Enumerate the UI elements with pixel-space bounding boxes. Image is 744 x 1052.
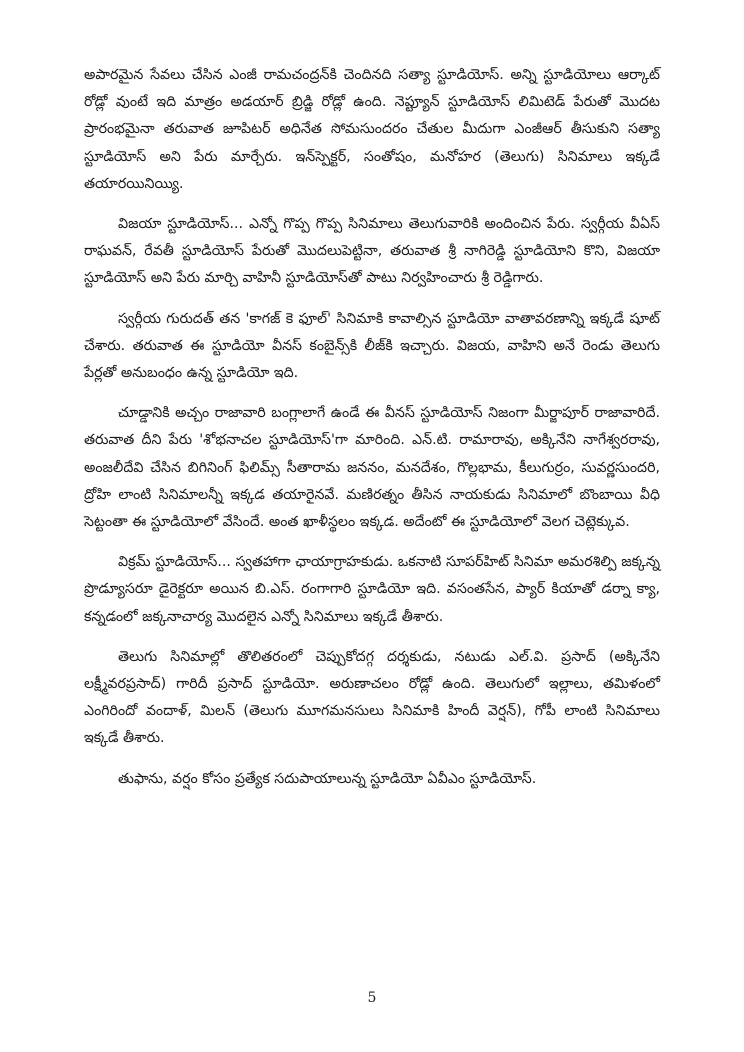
page-body [84,62,660,806]
paragraph-satya-studios: అపారమైన సేవలు చేసిన ఎంజీ రామచంద్రన్‌కి చెందినది సత్యా స్టూడియోస్. అన్ని స్టూడియోలు ఆర్కాట్ రోడ్లో వుంటే ఇది మాత్రం అడయార్ బ్రిడ్జి రోడ్లో ఉంది. నెప్ట్యూన్ స్టూడియోస్ లిమిటెడ్ పేరుతో మొదట ప్రారంభమైనా తరువాత జూపిటర్ అధినేత సోమసుందరం చేతుల మీదుగా ఎంజీఆర్ తీసుకుని సత్యా స్టూడియోస్ అని పేరు మార్చేరు. ఇన్‌స్పెక్టర్, సంతోషం, మనోహర (తెలుగు) సినిమాలు ఇక్కడే తయారయినియ్యి. [84,67,660,192]
page-number: 5 [367,990,377,1006]
paragraph-vijaya-studios: విజయా స్టూడియోస్... ఎన్నో గొప్ప గొప్ప సినిమాలు తెలుగువారికి అందించిన పేరు. స్వర్గీయ వీఏస్ రాఘవన్, రేవతీ స్టూడియోస్ పేరుతో మొదలుపెట్టినా, తరువాత శ్రీ నాగిరెడ్డి స్టూడియోని కొని, విజయా స్టూడియోస్ అని పేరు మార్చి వాహినీ స్టూడియోస్‌తో పాటు నిర్వహించారు శ్రీ రెడ్డిగారు. [84,216,660,287]
paragraph-venus-studios: చూడ్డానికి అచ్చం రాజావారి బంగ్లాలాగే ఉండే ఈ వీనస్ స్టూడియోస్ నిజంగా మీర్జాపూర్ రాజావారిదే. తరువాత దీని పేరు 'శోభనాచల స్టూడియోస్'గా మారింది. ఎన్.టి. రామారావు, అక్కినేని నాగేశ్వరరావు, అంజలీదేవి చేసిన బిగినింగ్ ఫిలిమ్స్ సీతారామ జననం, మనదేశం, గొల్లభామ, కీలుగుర్రం, సువర్ణసుందరి, ద్రోహి లాంటి సినిమాలన్నీ ఇక్కడ తయారైనవే. మణిరత్నం తీసిన నాయకుడు సినిమాలో బొంబాయి వీధి సెట్టంతా ఈ స్టూడియోలో వేసిందే. అంత ఖాళీస్థలం ఇక్కడ. అదేంటో ఈ స్టూడియోలో వెలగ చెట్లెక్కువ. [84,405,660,531]
paragraph-gurudutt: స్వర్గీయ గురుదత్ తన 'కాగజ్ కె ఫూల్' సినిమాకి కావాల్సిన స్టూడియో వాతావరణాన్ని ఇక్కడే షూట్ చేశారు. తరువాత ఈ స్టూడియో వీనస్ కంబైన్స్‌కి లీజ్‌కి ఇచ్చారు. విజయ, వాహిని అనే రెండు తెలుగు పేర్లతో అనుబంధం ఉన్న స్టూడియో ఇది. [84,310,660,382]
paragraph-avm-studios: తుఫాను, వర్షం కోసం ప్రత్యేక సదుపాయాలున్న స్టూడియో ఏవీఎం స్టూడియోస్. [118,770,537,787]
paragraph-prasad-studio: తెలుగు సినిమాల్లో తొలితరంలో చెప్పుకోదగ్గ దర్శకుడు, నటుడు ఎల్.వి. ప్రసాద్ (అక్కినేని లక్ష్మీవరప్రసాద్) గారిదీ ప్రసాద్ స్టూడియో. అరుణాచలం రోడ్లో ఉంది. తెలుగులో ఇల్లాలు, తమిళంలో ఎంగిరిందో వందాళ్, మిలన్ (తెలుగు మూగమనసులు సినిమాకి హిందీ వెర్షన్), గోపీ లాంటి సినిమాలు ఇక్కడే తీశారు. [84,648,660,747]
paragraph-vikram-studios: విక్రమ్ స్టూడియోస్... స్వతహాగా ఛాయాగ్రాహకుడు. ఒకనాటి సూపర్‌హిట్ సినిమా అమరశిల్పి జక్కన్న ప్రొడ్యూసరూ డైరెక్టరూ అయిన బి.ఎస్. రంగాగారి స్టూడియో ఇది. వసంతసేన, ప్యార్ కియాతో డర్నా క్యా, కన్నడంలో జక్కనాచార్య మొదలైన ఎన్నో సినిమాలు ఇక్కడే తీశారు. [84,554,660,625]
